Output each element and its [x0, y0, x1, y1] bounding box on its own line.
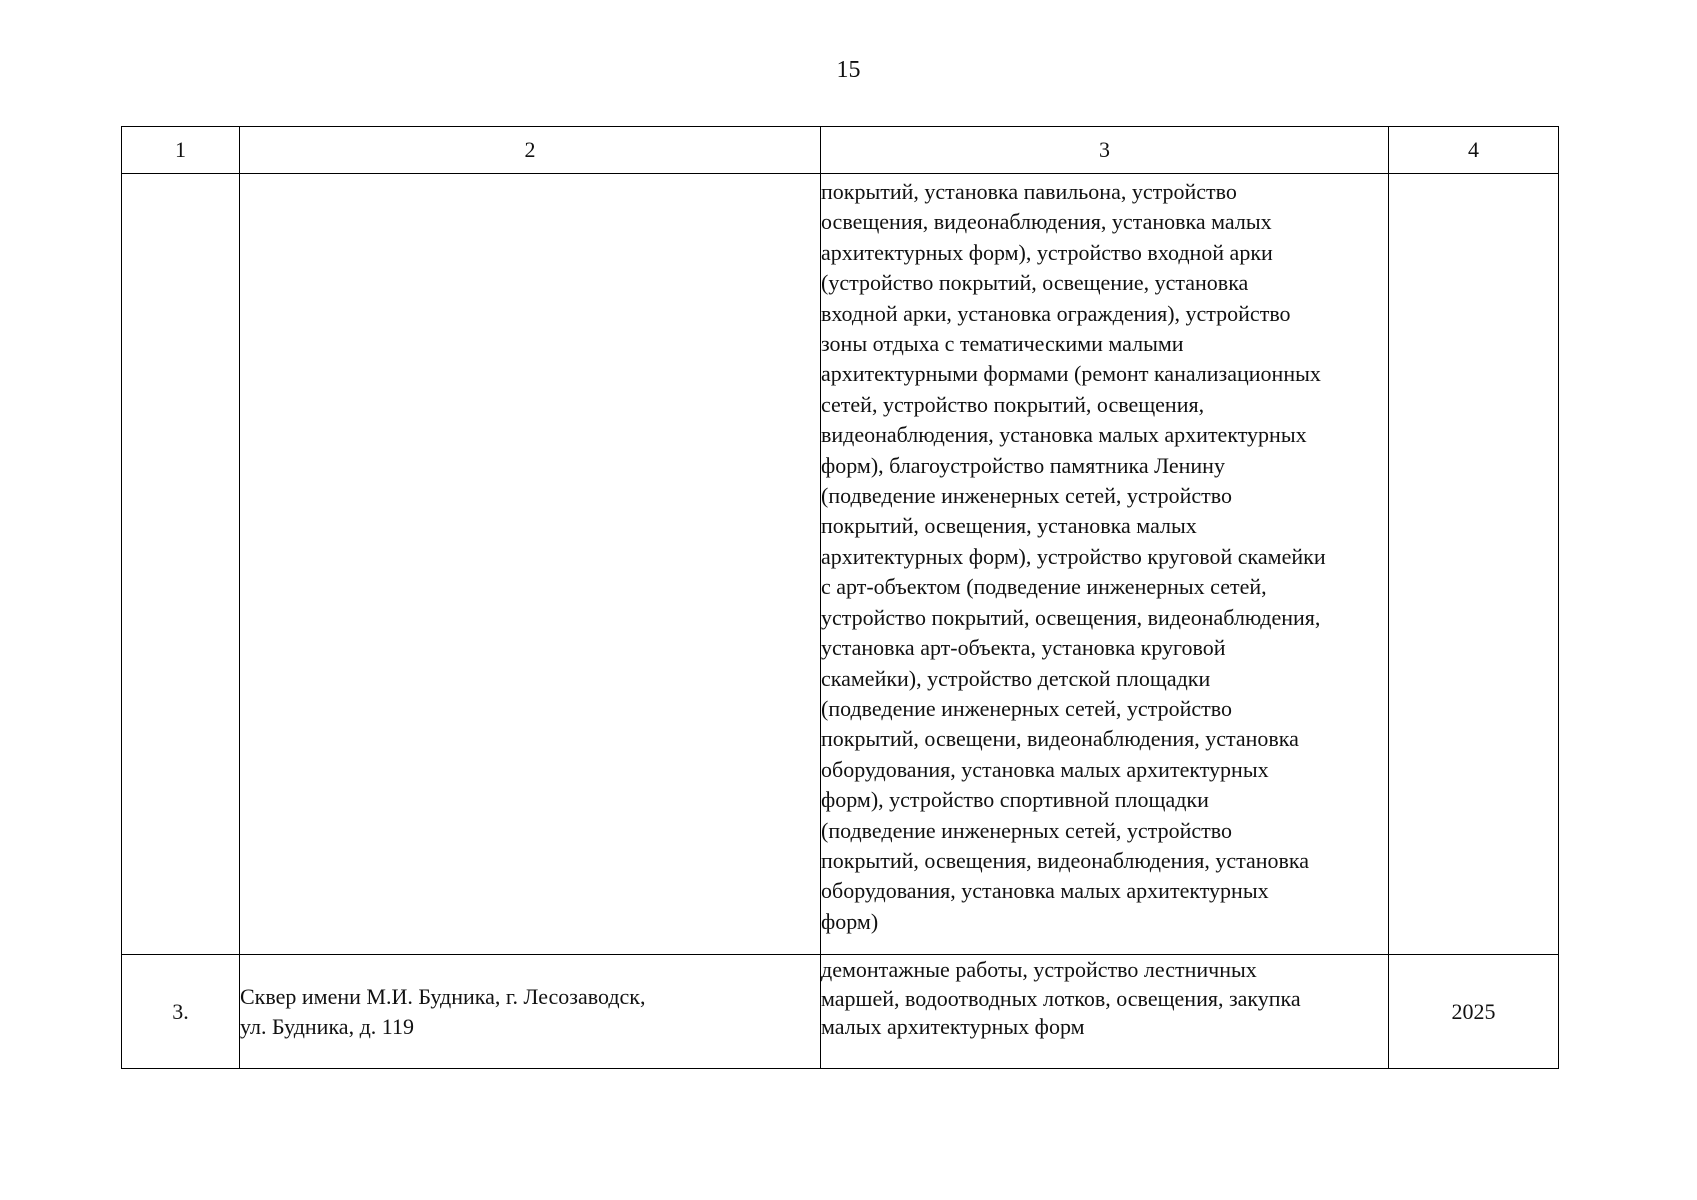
table-row-continuation	[122, 174, 1559, 955]
header-cell-2: 2	[240, 127, 821, 174]
header-cell-4: 4	[1389, 127, 1559, 174]
continuation-description-cell: покрытий, установка павильона, устройство освещения, видеонаблюдения, установка малых архитектурных форм), устройство входной арки (устройство покрытий, освещение, установка входной арки, установка ограждения), устройство зоны отдыха с тематическими малыми архитектурными формами (ремонт канализационных сетей, устройство покрытий, освещения, видеонаблюдения, установка малых архитектурных форм), благоустройство памятника Ленину (подведение инженерных сетей, устройство покрытий, освещения, установка малых архитектурных форм), устройство круговой скамейки с арт-объектом (подведение инженерных сетей, устройство покрытий, освещения, видеонаблюдения, установка арт-объекта, установка круговой скамейки), устройство детской площадки (подведение инженерных сетей, устройство покрытий, освещени, видеонаблюдения, установка оборудования, установка малых архитектурных форм), устройство спортивной площадки (подведение инженерных сетей, устройство покрытий, освещения, видеонаблюдения, установка оборудования, установка малых архитектурных форм)	[821, 174, 1389, 955]
continuation-number-cell	[122, 174, 240, 955]
table-row	[122, 955, 1559, 1069]
row-description-cell: демонтажные работы, устройство лестничных маршей, водоотводных лотков, освещения, закупка малых архитектурных форм	[821, 955, 1389, 1069]
row-object-name-cell: Сквер имени М.И. Будника, г. Лесозаводск, ул. Будника, д. 119	[240, 955, 821, 1069]
page-number: 15	[836, 57, 861, 83]
header-cell-1: 1	[122, 127, 240, 174]
row-year-cell: 2025	[1389, 955, 1559, 1069]
table-header-row	[122, 127, 1559, 174]
continuation-name-cell	[240, 174, 821, 955]
row-number-cell: 3.	[122, 955, 240, 1069]
works-table	[121, 126, 1559, 1069]
header-cell-3: 3	[821, 127, 1389, 174]
continuation-year-cell	[1389, 174, 1559, 955]
